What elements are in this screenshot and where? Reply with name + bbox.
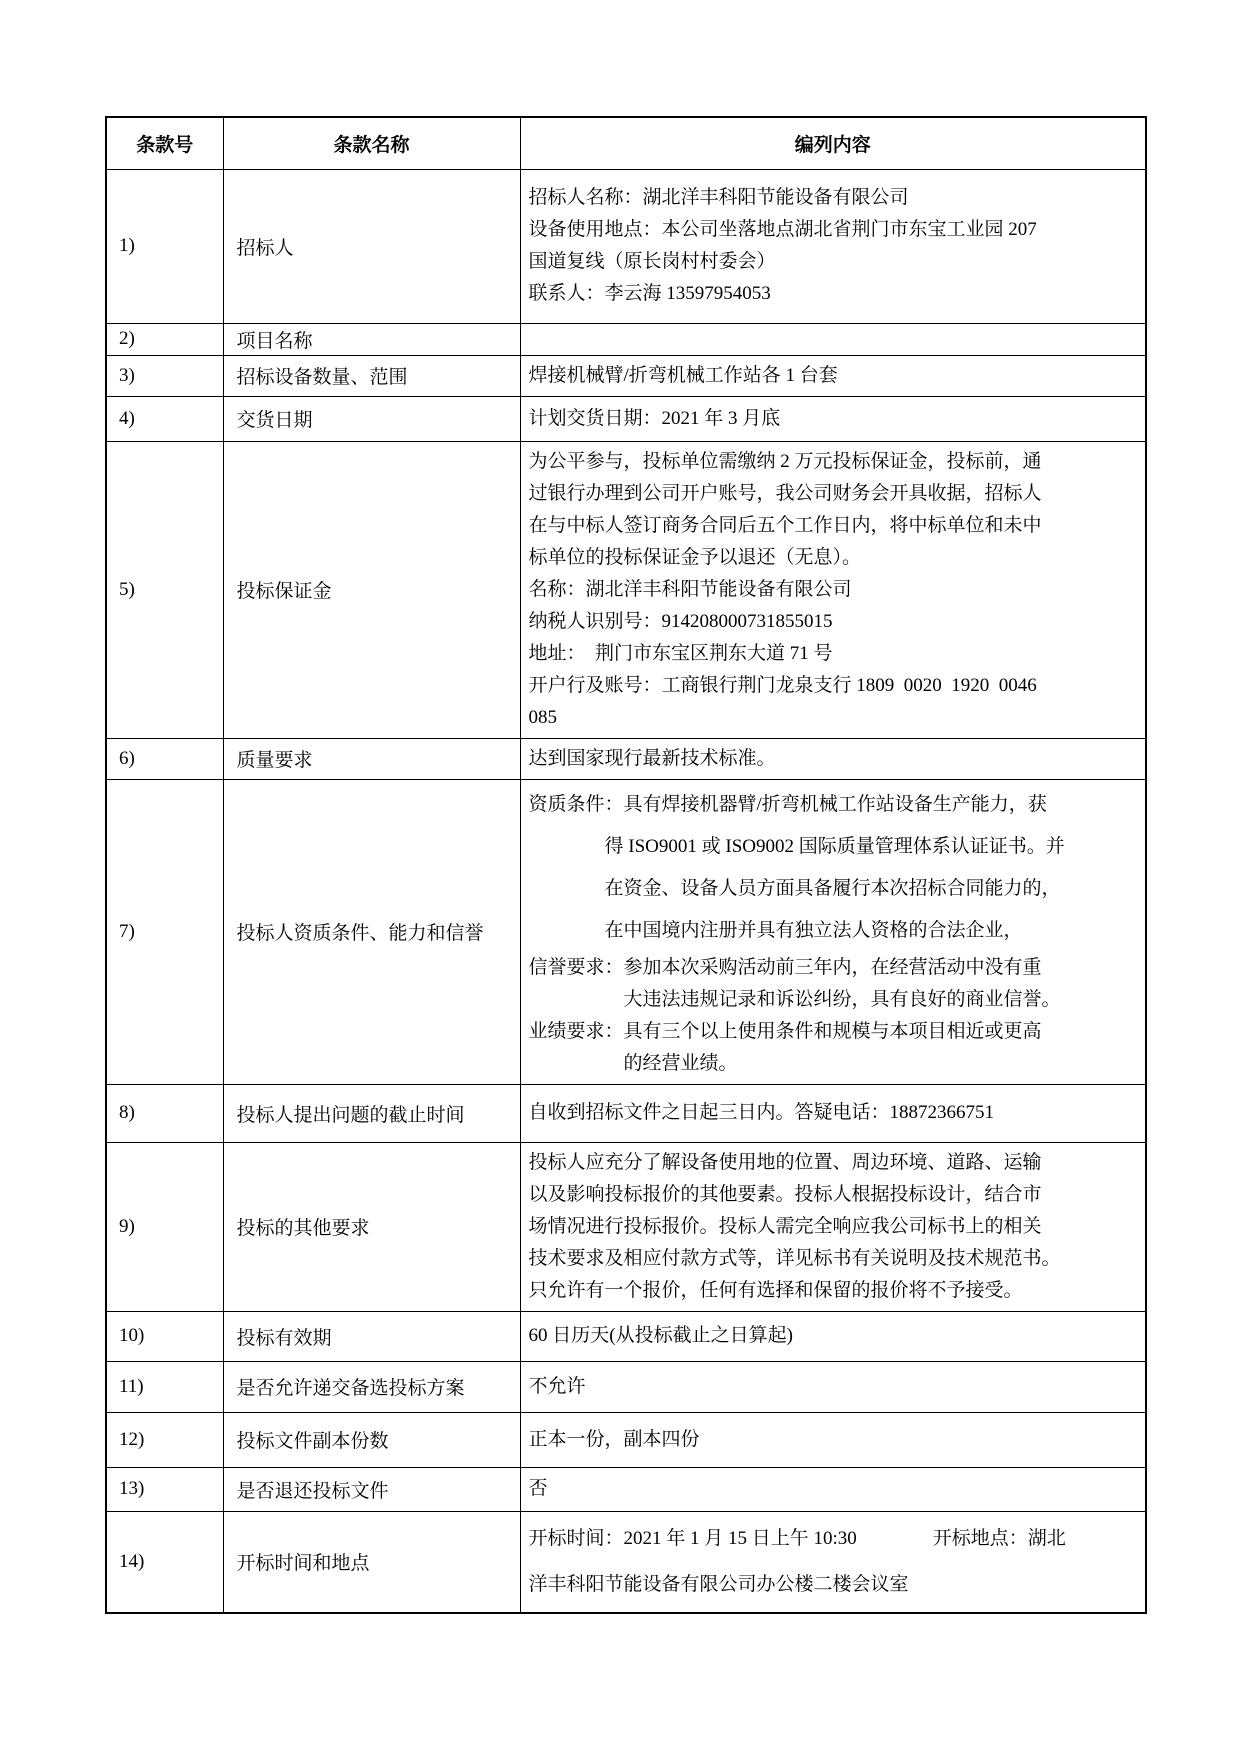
clause-content-cell: [520, 1361, 1146, 1412]
col-header-clause-no: 条款号: [106, 117, 223, 169]
content-line: 大违法违规记录和诉讼纠纷，具有良好的商业信誉。: [528, 988, 1061, 1010]
content-line: 业绩要求：具有三个以上使用条件和规模与本项目相近或更高: [528, 1020, 1042, 1042]
content-line: 达到国家现行最新技术标准。: [528, 747, 776, 769]
clause-number-cell: 3): [106, 355, 223, 396]
table-row: [106, 1084, 1146, 1142]
clause-content-cell: [520, 1511, 1146, 1613]
clause-name-cell: 投标人提出问题的截止时间: [223, 1084, 520, 1142]
clause-name-cell: 投标的其他要求: [223, 1142, 520, 1311]
clause-name-cell: 投标人资质条件、能力和信誉: [223, 779, 520, 1084]
clause-content-cell: [520, 1467, 1146, 1511]
content-line: 在资金、设备人员方面具备履行本次招标合同能力的，: [528, 877, 1061, 899]
table-row: [106, 1311, 1146, 1361]
table-header: [106, 117, 1146, 169]
clause-number-cell: 4): [106, 396, 223, 441]
clause-name-cell: 交货日期: [223, 396, 520, 441]
clause-name-cell: 开标时间和地点: [223, 1511, 520, 1613]
content-line: 085: [528, 706, 557, 728]
table-row: [106, 323, 1146, 355]
table-row: [106, 355, 1146, 396]
clause-number-cell: 5): [106, 441, 223, 738]
content-line: 开标时间：2021 年 1 月 15 日上午 10:30 开标地点：湖北: [528, 1527, 1066, 1549]
clause-content-cell: [520, 779, 1146, 1084]
content-line: 场情况进行投标报价。投标人需完全响应我公司标书上的相关: [528, 1215, 1042, 1237]
header-row: [106, 117, 1146, 169]
clause-number-cell: 6): [106, 738, 223, 779]
col-header-content: 编列内容: [520, 117, 1146, 169]
content-line: 设备使用地点：本公司坐落地点湖北省荆门市东宝工业园 207: [528, 219, 1037, 240]
bid-terms-table: [105, 116, 1147, 1614]
clause-content-cell: [520, 1084, 1146, 1142]
clause-content-cell: [520, 1311, 1146, 1361]
clause-number-cell: 12): [106, 1412, 223, 1467]
clause-number-cell: 8): [106, 1084, 223, 1142]
clause-name-cell: 是否允许递交备选投标方案: [223, 1361, 520, 1412]
content-line: 洋丰科阳节能设备有限公司办公楼二楼会议室: [528, 1573, 909, 1595]
clause-name-cell: 质量要求: [223, 738, 520, 779]
clause-content-cell: [520, 738, 1146, 779]
table-row: [106, 441, 1146, 738]
clause-content-cell: [520, 169, 1146, 323]
clause-name-cell: 招标设备数量、范围: [223, 355, 520, 396]
content-line: 纳税人识别号：914208000731855015: [528, 610, 833, 632]
clause-number-cell: 10): [106, 1311, 223, 1361]
table-row: [106, 1511, 1146, 1613]
table-row: [106, 1142, 1146, 1311]
clause-content-cell: [520, 396, 1146, 441]
content-line: 自收到招标文件之日起三日内。答疑电话：18872366751: [528, 1102, 995, 1123]
clause-content-cell: [520, 1412, 1146, 1467]
clause-name-cell: 招标人: [223, 169, 520, 323]
clause-name-cell: 投标文件副本份数: [223, 1412, 520, 1467]
content-line: 国道复线（原长岗村村委会）: [528, 251, 776, 272]
content-line: 技术要求及相应付款方式等，详见标书有关说明及技术规范书。: [528, 1247, 1061, 1269]
clause-number-cell: 14): [106, 1511, 223, 1613]
content-line: 在中国境内注册并具有独立法人资格的合法企业，: [528, 919, 1023, 941]
content-line: 只允许有一个报价，任何有选择和保留的报价将不予接受。: [528, 1279, 1023, 1301]
clause-content-cell: [520, 355, 1146, 396]
table-row: [106, 1361, 1146, 1412]
clause-number-cell: 9): [106, 1142, 223, 1311]
table-body: [106, 169, 1146, 1613]
clause-name-cell: 投标保证金: [223, 441, 520, 738]
content-line: 焊接机械臂/折弯机械工作站各 1 台套: [528, 364, 838, 386]
content-line: 标单位的投标保证金予以退还（无息）。: [528, 546, 862, 568]
clause-name-cell: 是否退还投标文件: [223, 1467, 520, 1511]
table-row: [106, 1467, 1146, 1511]
content-line: 联系人：李云海 13597954053: [528, 283, 771, 304]
content-line: 过银行办理到公司开户账号，我公司财务会开具收据，招标人: [528, 482, 1042, 504]
content-line: 投标人应充分了解设备使用地的位置、周边环境、道路、运输: [528, 1151, 1042, 1173]
col-header-clause-name: 条款名称: [223, 117, 520, 169]
clause-number-cell: 7): [106, 779, 223, 1084]
content-line: 否: [528, 1478, 548, 1499]
clause-content-cell: [520, 323, 1146, 355]
table-row: [106, 779, 1146, 1084]
content-line: 信誉要求：参加本次采购活动前三年内，在经营活动中没有重: [528, 956, 1042, 978]
table-row: [106, 169, 1146, 323]
clause-content-cell: [520, 441, 1146, 738]
content-line: 计划交货日期：2021 年 3 月底: [528, 407, 781, 429]
content-line: 名称：湖北洋丰科阳节能设备有限公司: [528, 578, 852, 600]
table-row: [106, 1412, 1146, 1467]
clause-number-cell: 11): [106, 1361, 223, 1412]
content-line: 在与中标人签订商务合同后五个工作日内，将中标单位和未中: [528, 514, 1042, 536]
content-line: 以及影响投标报价的其他要素。投标人根据投标设计，结合市: [528, 1183, 1042, 1205]
clause-name-cell: 项目名称: [223, 323, 520, 355]
content-line: 正本一份，副本四份: [528, 1428, 700, 1450]
table-row: [106, 738, 1146, 779]
content-line: 开户行及账号：工商银行荆门龙泉支行 1809 0020 1920 0046: [528, 674, 1037, 696]
content-line: 资质条件：具有焊接机器臂/折弯机械工作站设备生产能力，获: [528, 793, 1047, 815]
content-line: 地址： 荆门市东宝区荆东大道 71 号: [528, 642, 833, 664]
content-line: 为公平参与，投标单位需缴纳 2 万元投标保证金，投标前，通: [528, 450, 1042, 472]
content-line: 招标人名称：湖北洋丰科阳节能设备有限公司: [528, 187, 909, 208]
clause-content-cell: [520, 1142, 1146, 1311]
content-line: 的经营业绩。: [528, 1052, 738, 1074]
content-line: 得 ISO9001 或 ISO9002 国际质量管理体系认证证书。并: [528, 835, 1065, 857]
clause-number-cell: 1): [106, 169, 223, 323]
clause-number-cell: 2): [106, 323, 223, 355]
clause-name-cell: 投标有效期: [223, 1311, 520, 1361]
table-row: [106, 396, 1146, 441]
clause-number-cell: 13): [106, 1467, 223, 1511]
content-line: 不允许: [528, 1375, 586, 1397]
content-line: 60 日历天(从投标截止之日算起): [528, 1325, 793, 1346]
